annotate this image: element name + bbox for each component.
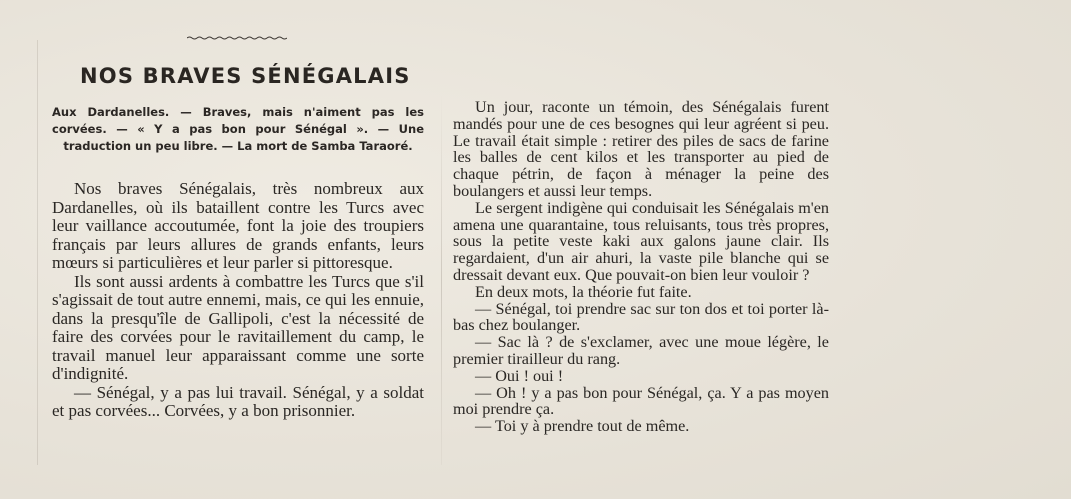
article-right-column (453, 99, 829, 435)
article-subhead: Aux Dardanelles. — Braves, mais n'aiment pas les corvées. — « Y a pas bon pour Sénégal ». — Une traduction un peu libre. — La mort de Samba Taraoré. (52, 105, 424, 153)
paragraph: En deux mots, la théorie fut faite. (475, 282, 692, 301)
paragraph: Le sergent indigène qui conduisait les Sénégalais m'en amena une quarantaine, tous reluisants, tous très propres, sous la petite veste kaki aux galons jaune clair. Ils regardaient, d'un air ahuri, la vaste pile blanche qui se dressait devant eux. Que pouvait-on bien leur vouloir ? (453, 198, 829, 284)
article-left-column (52, 180, 424, 421)
title-ornament (187, 36, 287, 40)
left-margin-line (37, 40, 38, 465)
paragraph: — Oh ! y a pas bon pour Sénégal, ça. Y a pas moyen moi prendre ça. (453, 383, 829, 419)
paragraph: Nos braves Sénégalais, très nombreux aux Dardanelles, où ils bataillent contre les Turcs avec leur vaillance accoutumée, font la joie des troupiers français par leurs allures de grands enfants, leurs mœurs si particulières et leur parler si pittoresque. (52, 179, 424, 272)
paragraph: — Sac là ? de s'exclamer, avec une moue légère, le premier tirailleur du rang. (453, 333, 829, 368)
paragraph: — Sénégal, toi prendre sac sur ton dos et toi porter là-bas chez boulanger. (453, 299, 829, 335)
column-divider (441, 95, 442, 465)
paragraph: Un jour, raconte un témoin, des Sénégalais furent mandés pour une de ces besognes qui leur agréent si peu. Le travail était simple : retirer des piles de sacs de farine les balles de cent kilos et les transporter au pied de chaque pétrin, de façon à ménager la peine des boulangers et aussi leur temps. (453, 98, 829, 200)
article-headline: NOS BRAVES SÉNÉGALAIS (80, 64, 411, 88)
paragraph: — Toi y à prendre tout de même. (475, 417, 690, 436)
paragraph: Ils sont aussi ardents à combattre les Turcs que s'il s'agissait de tout autre ennemi, mais, ce qui les ennuie, dans la presqu'île de Gallipoli, c'est la nécessité de faire des corvées pour le ravitaillement du camp, le travail manuel leur apparaissant comme une sorte d'indignité. (52, 271, 424, 383)
paragraph: — Sénégal, y a pas lui travail. Sénégal, y a soldat et pas corvées... Corvées, y a bon prisonnier. (52, 382, 424, 420)
paragraph: — Oui ! oui ! (475, 366, 564, 385)
